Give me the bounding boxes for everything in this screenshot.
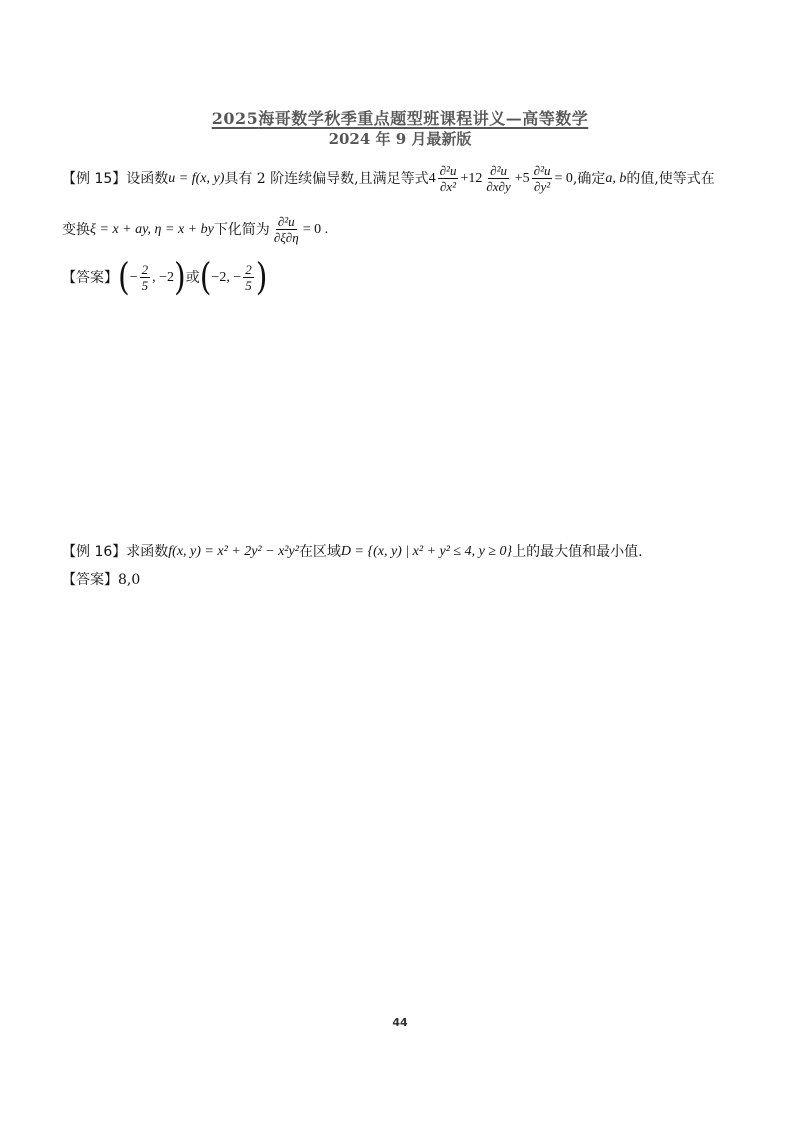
example15-answer-tag: 【答案】	[62, 269, 118, 286]
example15-ans2-pre: −2, −	[211, 269, 242, 285]
example15-transform: ξ = x + ay, η = x + by	[90, 221, 214, 237]
example16-func: f(x, y) = x² + 2y² − x²y²	[168, 544, 299, 559]
example15-ans1-pre: −	[129, 269, 138, 285]
example15-ans2-frac	[243, 262, 254, 293]
example15-frac4-num: ∂²u	[277, 214, 295, 229]
example15-text-d: 的值,使等式在	[626, 170, 715, 187]
header-title-year: 2025	[211, 109, 259, 128]
example15-line2-a: 变换	[62, 221, 90, 238]
example15-frac2	[484, 163, 512, 194]
example16-tag: 【例 16】	[62, 544, 127, 560]
example15-text-a: 设函数	[126, 170, 169, 187]
example16-answer-tag: 【答案】	[62, 572, 118, 588]
example16-text-c: 上的最大值和最小值.	[512, 544, 643, 560]
example15-coef3: +5	[514, 170, 530, 186]
example16-line1	[62, 542, 643, 562]
example15-ans1-num: 2	[141, 262, 149, 277]
example15-text-b: 具有 2 阶连续偏导数,且满足等式	[224, 170, 429, 187]
example15-frac1-num: ∂²u	[439, 163, 457, 178]
example16-domain: D = {(x, y) | x² + y² ≤ 4, y ≥ 0}	[340, 544, 513, 559]
paren-open-2: (	[199, 255, 212, 299]
example15-line1	[62, 163, 715, 194]
example15-text-c: ,确定	[572, 170, 606, 187]
example15-frac3-den: ∂y²	[534, 179, 551, 194]
header-title	[0, 106, 800, 129]
example15-func: u = f(x, y)	[168, 170, 225, 186]
example15-ans1-den: 5	[141, 278, 149, 293]
example15-line2	[62, 214, 328, 245]
example16-text-b: 在区域	[298, 544, 341, 560]
paren-close-2: )	[255, 255, 268, 299]
example15-frac4	[272, 214, 301, 245]
page-number: 44	[392, 1016, 408, 1029]
example15-line2-b: 下化简为	[213, 221, 270, 238]
example15-ans-or: 或	[185, 269, 200, 286]
example15-frac2-den: ∂x∂y	[486, 179, 511, 194]
paren-close: )	[174, 255, 186, 299]
example16-text-a: 求函数	[126, 544, 169, 560]
header-subtitle: 2024 年 9 月最新版	[328, 130, 472, 148]
example15-coef2: +12	[460, 170, 483, 186]
example15-frac3	[532, 163, 553, 194]
example15-ans2-num: 2	[245, 262, 252, 277]
example15-frac3-num: ∂²u	[533, 163, 551, 178]
example15-answer	[62, 255, 268, 299]
example16-answer	[62, 570, 140, 590]
example15-frac1-den: ∂x²	[439, 179, 457, 194]
example15-line2-end: = 0 .	[302, 221, 329, 237]
example15-eq-zero: = 0	[554, 170, 573, 186]
example16-answer-value: 8,0	[118, 572, 141, 588]
header-title-rest: 海哥数学秋季重点题型班课程讲义—高等数学	[258, 109, 589, 128]
example15-frac4-den: ∂ξ∂η	[273, 230, 299, 245]
example15-vars: a, b	[605, 170, 627, 186]
example15-frac1	[438, 163, 459, 194]
paren-open: (	[118, 255, 130, 299]
example15-ans2-den: 5	[245, 278, 252, 293]
example15-ans1-post: , −2	[152, 269, 175, 285]
example15-tag: 【例 15】	[62, 170, 127, 187]
example15-frac2-num: ∂²u	[490, 163, 507, 178]
example15-coef1: 4	[428, 170, 436, 186]
example15-ans1-frac	[140, 262, 151, 293]
